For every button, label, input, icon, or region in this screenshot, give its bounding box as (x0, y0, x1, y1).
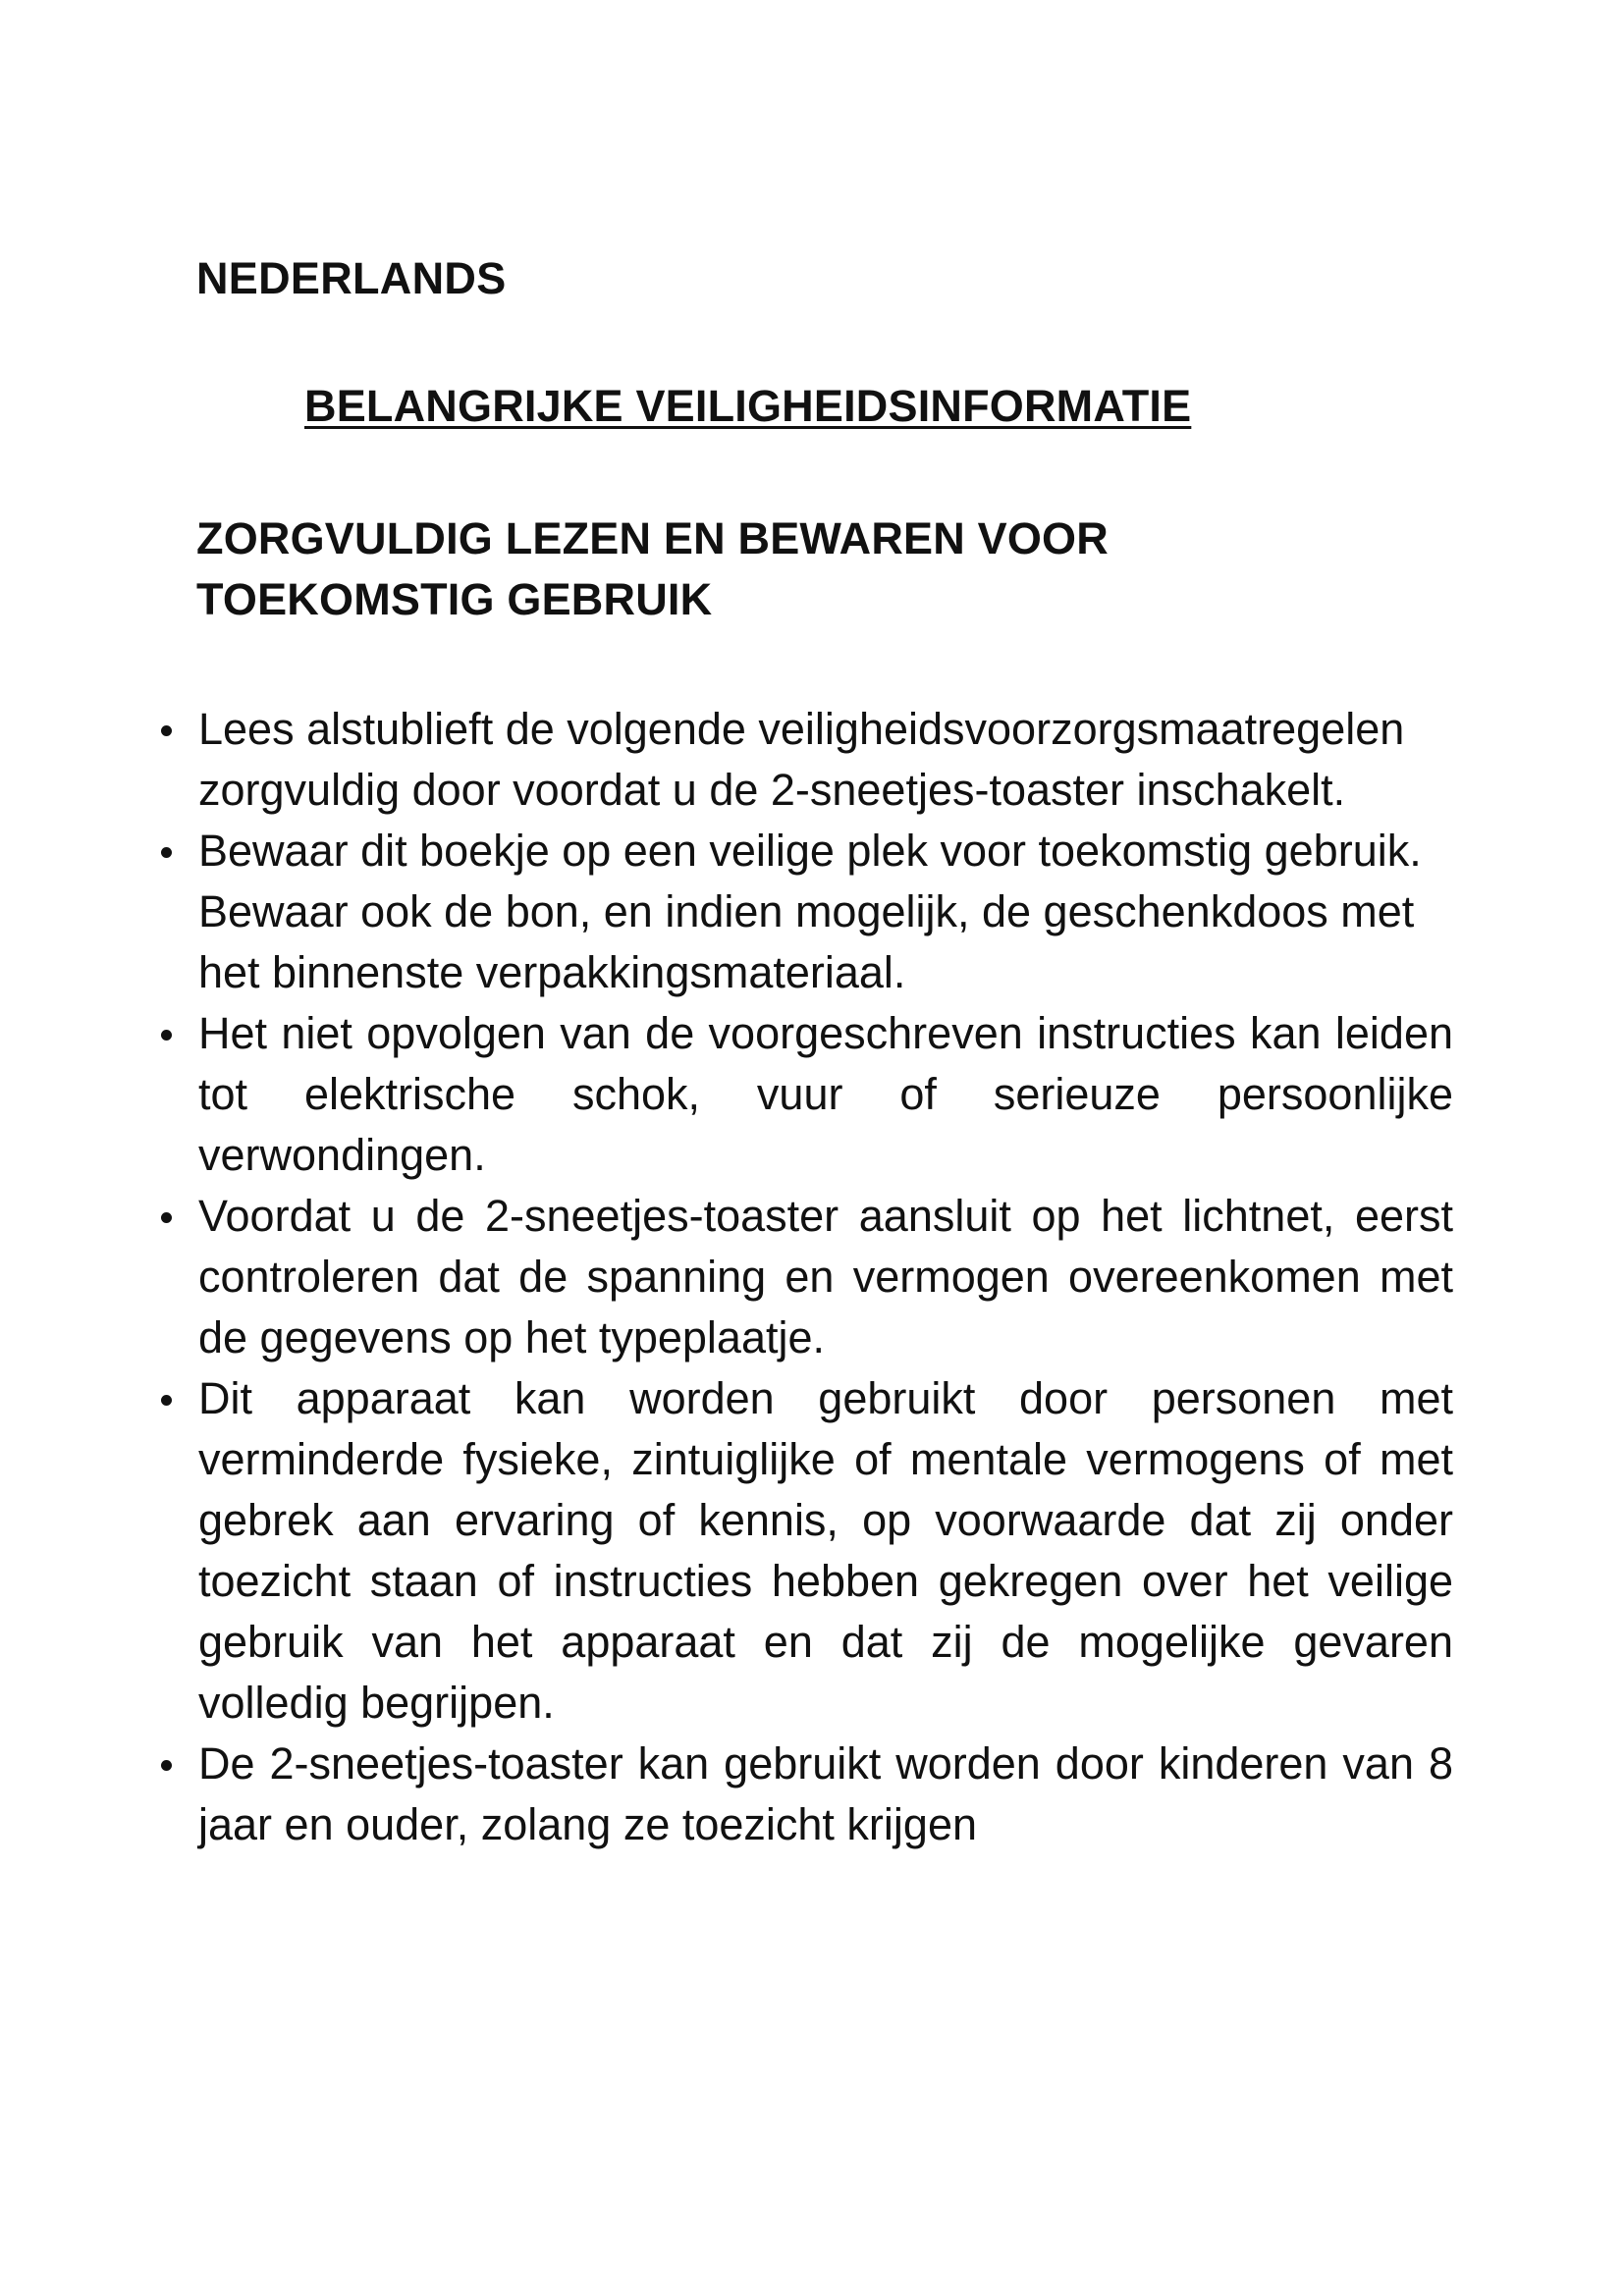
read-and-keep-heading-line-2: TOEKOMSTIG GEBRUIK (196, 574, 713, 624)
safety-instructions-list (147, 699, 1453, 1855)
safety-item-text: Het niet opvolgen van de voorgeschreven instructies kan leiden tot elektrische schok, vuur of serieuze persoonlijke verwondingen. (198, 1008, 1453, 1180)
bullet-icon (161, 1395, 172, 1406)
bullet-icon (161, 1212, 172, 1223)
bullet-icon (161, 725, 172, 736)
language-heading: NEDERLANDS (196, 253, 507, 303)
safety-item-reduced-capabilities (147, 1368, 1453, 1734)
bullet-icon (161, 1030, 172, 1041)
safety-item-text: Bewaar dit boekje op een veilige plek voor toekomstig gebruik. Bewaar ook de bon, en indien mogelijk, de geschenkdoos met het binnenste verpakkingsmateriaal. (198, 826, 1422, 997)
safety-item-children-use (147, 1734, 1453, 1855)
safety-item-text: De 2-sneetjes-toaster kan gebruikt worden door kinderen van 8 jaar en ouder, zolang ze toezicht krijgen (198, 1738, 1453, 1849)
safety-item-text: Lees alstublieft de volgende veiligheidsvoorzorgsmaatregelen zorgvuldig door voordat u de 2-sneetjes-toaster inschakelt. (198, 704, 1405, 815)
safety-item-follow-instructions (147, 1003, 1453, 1186)
bullet-icon (161, 1760, 172, 1771)
bullet-icon (161, 847, 172, 858)
read-and-keep-heading-line-1: ZORGVULDIG LEZEN EN BEWAREN VOOR (196, 513, 1109, 563)
safety-item-text: Voordat u de 2-sneetjes-toaster aansluit op het lichtnet, eerst controleren dat de spanning en vermogen overeenkomen met de gegevens op het typeplaatje. (198, 1191, 1453, 1362)
safety-item-keep-booklet (147, 821, 1453, 1003)
safety-information-title: BELANGRIJKE VEILIGHEIDSINFORMATIE (304, 381, 1192, 431)
safety-item-read-precautions (147, 699, 1453, 821)
read-and-keep-heading (196, 508, 1375, 630)
safety-item-check-voltage (147, 1186, 1453, 1368)
safety-item-text: Dit apparaat kan worden gebruikt door personen met verminderde fysieke, zintuiglijke of mentale vermogens of met gebrek aan ervaring of kennis, op voorwaarde dat zij onder toezicht staan of instructies hebben gekregen over het veilige gebruik van het apparaat en dat zij de mogelijke gevaren volledig begrijpen. (198, 1373, 1453, 1728)
